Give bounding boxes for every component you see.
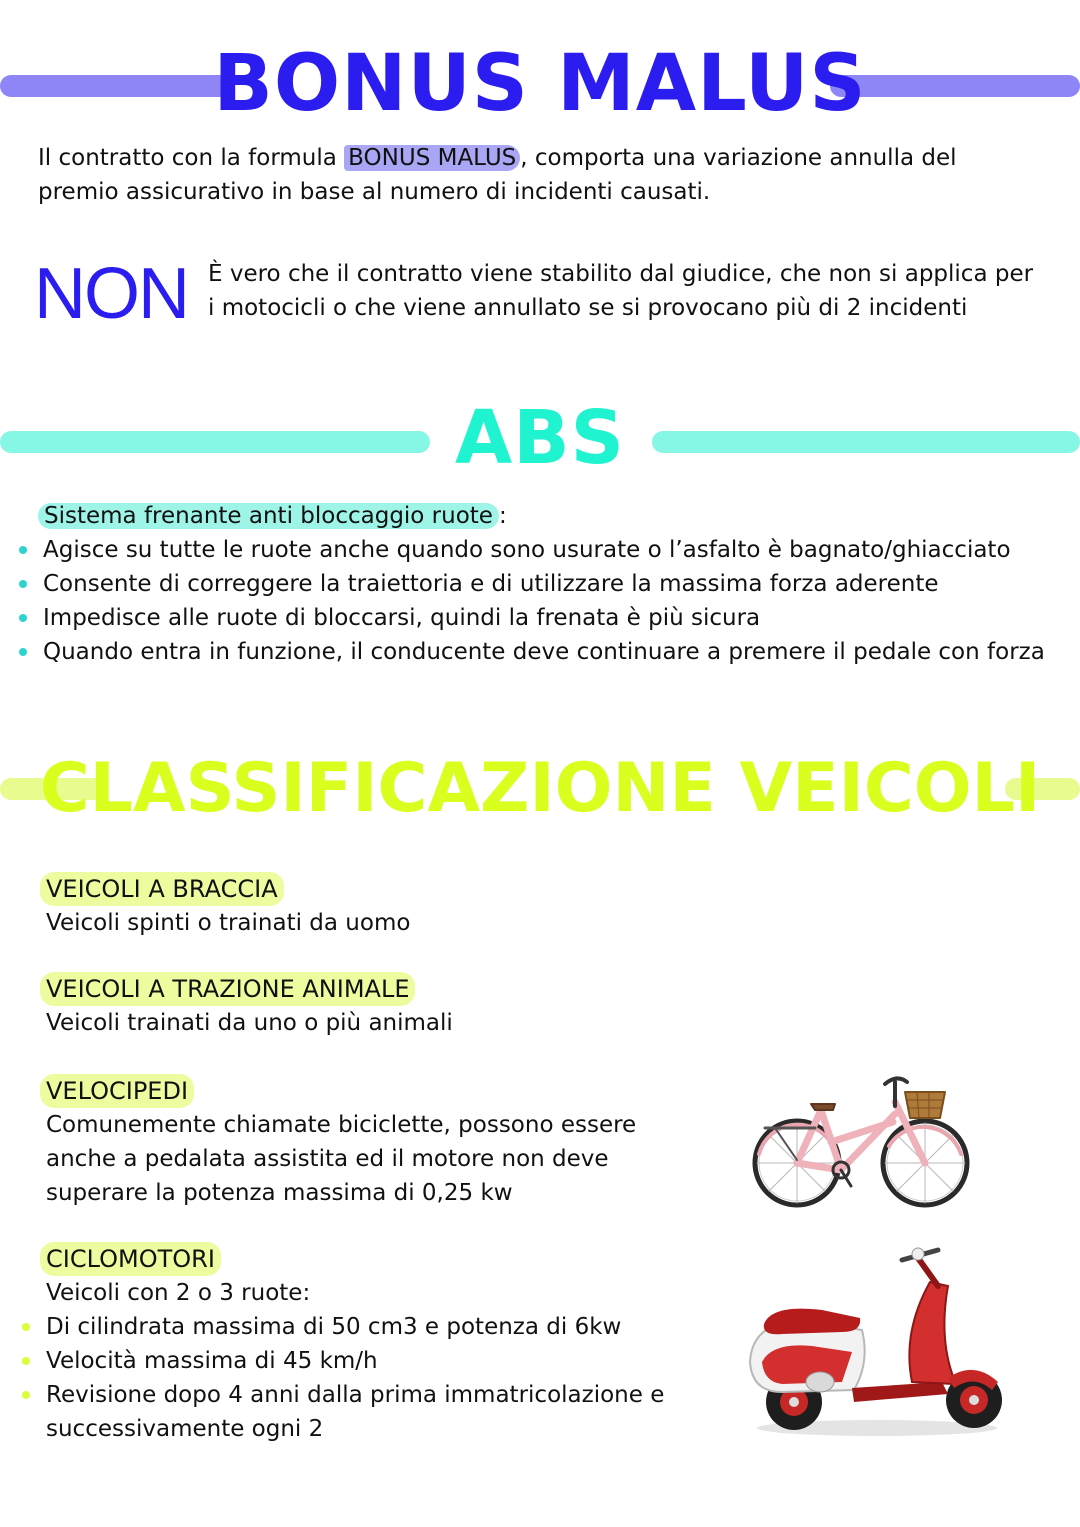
bicycle-image: [745, 1062, 975, 1212]
animale-heading: VEICOLI A TRAZIONE ANIMALE: [40, 972, 415, 1006]
classificazione-header: [0, 740, 1080, 840]
abs-title: ABS: [455, 395, 625, 481]
bonus-malus-header: [0, 30, 1080, 140]
section-braccia: [40, 872, 680, 940]
list-item: Di cilindrata massima di 50 cm3 e potenza di 6kw: [20, 1310, 700, 1344]
abs-bullet-list: [17, 533, 1047, 669]
braccia-heading: VEICOLI A BRACCIA: [40, 872, 284, 906]
list-item: Impedisce alle ruote di bloccarsi, quindi la frenata è più sicura: [17, 601, 1047, 635]
velocipedi-text: Comunemente chiamate biciclette, possono essere anche a pedalata assistita ed il motore non deve superare la potenza massima di 0,25 kw: [46, 1112, 637, 1206]
abs-heading-highlight: Sistema frenante anti bloccaggio ruote: [38, 503, 499, 529]
ciclomotori-bullet-list: [20, 1310, 700, 1446]
section-ciclomotori: [40, 1242, 720, 1310]
list-item: Quando entra in funzione, il conducente deve continuare a premere il pedale con forza: [17, 635, 1047, 669]
ciclomotori-heading: CICLOMOTORI: [40, 1242, 221, 1276]
bonus-malus-highlight: BONUS MALUS: [344, 145, 520, 171]
intro-text-start: Il contratto con la formula: [38, 145, 345, 171]
bonus-malus-title: BONUS MALUS: [213, 39, 867, 129]
list-item: Velocità massima di 45 km/h: [20, 1344, 700, 1378]
list-item: Revisione dopo 4 anni dalla prima immatricolazione e successivamente ogni 2: [20, 1378, 700, 1446]
classificazione-title: CLASSIFICAZIONE VEICOLI: [39, 749, 1041, 828]
abs-header: [0, 395, 1080, 485]
velocipedi-heading: VELOCIPEDI: [40, 1074, 194, 1108]
animale-text: Veicoli trainati da uno o più animali: [46, 1010, 453, 1036]
list-item: Agisce su tutte le ruote anche quando sono usurate o l’asfalto è bagnato/ghiacciato: [17, 533, 1047, 567]
non-text: È vero che il contratto viene stabilito dal giudice, che non si applica per i motocicli o che viene annullato se si provocano più di 2 incidenti: [208, 261, 1034, 321]
abs-heading: [38, 499, 507, 533]
bonus-malus-intro: [38, 141, 1038, 209]
braccia-text: Veicoli spinti o trainati da uomo: [46, 910, 411, 936]
section-velocipedi: [40, 1074, 660, 1210]
section-animale: [40, 972, 680, 1040]
scooter-image: [742, 1242, 1012, 1442]
intro-text-end: , comporta una variazione annulla del premio assicurativo in base al numero di incidenti causati.: [38, 145, 957, 205]
list-item: Consente di correggere la traiettoria e di utilizzare la massima forza aderente: [17, 567, 1047, 601]
non-label: NON: [34, 254, 188, 334]
abs-heading-colon: :: [498, 503, 507, 529]
ciclomotori-intro: Veicoli con 2 o 3 ruote:: [46, 1280, 311, 1306]
